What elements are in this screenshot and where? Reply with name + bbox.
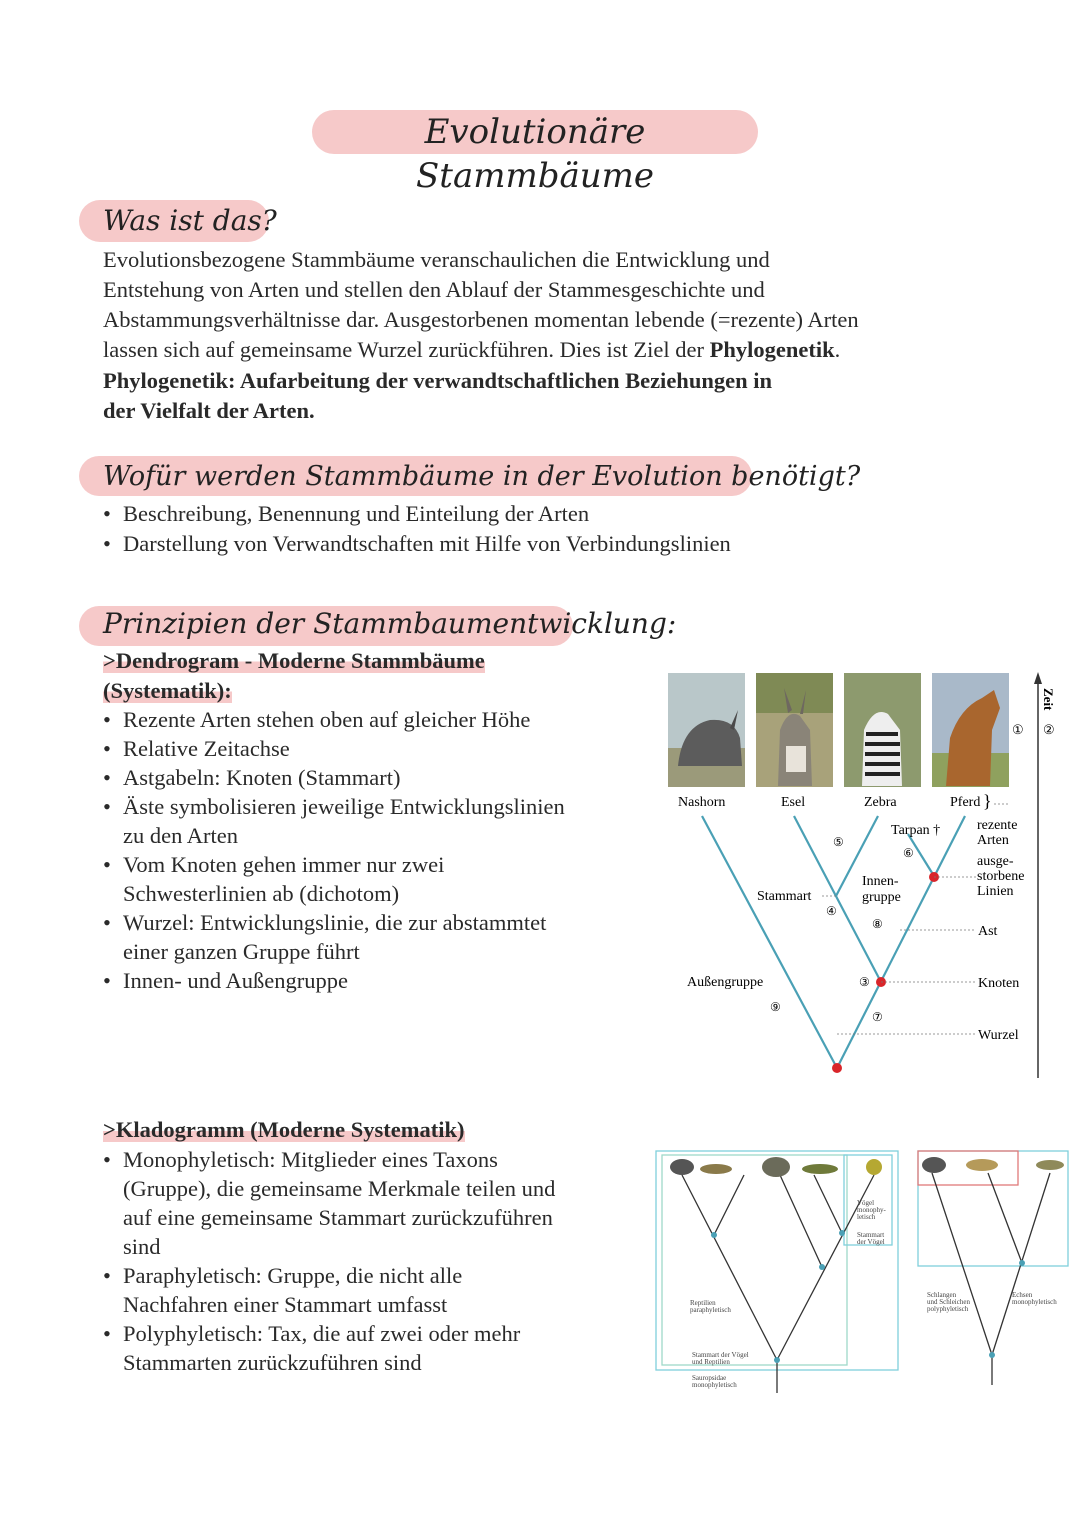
page-title: Evolutionäre Stammbäume	[416, 112, 654, 196]
number-label: ⑥	[903, 846, 914, 860]
rhino-image	[668, 673, 745, 787]
intro-paragraph	[103, 245, 983, 426]
aussengruppe-label: Außengruppe	[687, 975, 764, 990]
animal-icons	[670, 1157, 1064, 1177]
list-item: • Astgabeln: Knoten (Stammart)	[103, 763, 643, 792]
species-label: Nashorn	[678, 795, 726, 810]
number-label: ⑨	[770, 1000, 781, 1014]
intro-line: Evolutionsbezogene Stammbäume veranschaulichen die Entwicklung und	[103, 247, 770, 272]
heading-prinzipien: Prinzipien der Stammbaumentwicklung:	[103, 607, 677, 640]
knoten-label: Knoten	[978, 976, 1020, 991]
ast-label: Ast	[978, 924, 998, 939]
tarpan-label: Tarpan †	[891, 823, 941, 838]
species-label: Zebra	[864, 795, 897, 810]
heading-wofuer: Wofür werden Stammbäume in der Evolution benötigt?	[103, 461, 861, 492]
list-item: • Vom Knoten gehen immer nur zwei Schwesterlinien ab (dichotom)	[103, 850, 643, 908]
number-label: ②	[1043, 722, 1055, 737]
intro-line: Abstammungsverhältnisse dar. Ausgestorbenen momentan lebende (=rezente) Arten	[103, 307, 859, 332]
stammart-voegel-label: Stammart der Vögel	[857, 1231, 885, 1246]
voegel-label: Vögel monophy-letisch	[857, 1199, 886, 1221]
sauropsidae-label: Sauropsidae monophyletisch	[692, 1374, 737, 1389]
schlangen-label: Schlangen und Schleichen polyphyletisch	[927, 1291, 970, 1313]
echsen-label: Echsen monophyletisch	[1012, 1291, 1057, 1306]
list-item: • Innen- und Außengruppe	[103, 966, 643, 995]
stammart-label: Stammart	[757, 889, 812, 904]
intro-line: lassen sich auf gemeinsame Wurzel zurückführen. Dies ist Ziel der Phylogenetik.	[103, 337, 841, 362]
brace: }	[983, 791, 992, 811]
number-label: ⑤	[833, 835, 844, 849]
species-label: Esel	[781, 795, 806, 810]
list-item: • Monophyletisch: Mitglieder eines Taxons (Gruppe), die gemeinsame Merkmale teilen und auf eine gemeinsame Stammart zurückzuführen sind	[103, 1145, 643, 1261]
zebra-image	[844, 673, 921, 787]
dendrogram-list	[103, 705, 643, 995]
phylogenetik-term: Phylogenetik	[709, 337, 835, 362]
number-label: ③	[859, 975, 870, 989]
ausgestorbene-label: ausge-storbene Linien	[977, 854, 1025, 899]
innengruppe-label: Innen-gruppe	[862, 874, 901, 905]
list-item: • Paraphyletisch: Gruppe, die nicht alle Nachfahren einer Stammart umfasst	[103, 1261, 643, 1319]
donkey-image	[756, 673, 833, 787]
number-label: ⑦	[872, 1010, 883, 1024]
dendrogram-subheading: >Dendrogram - Moderne Stammbäume (Systematik):	[103, 648, 485, 703]
rezente-arten-label: rezente Arten	[977, 818, 1018, 848]
list-item: • Beschreibung, Benennung und Einteilung der Arten	[103, 499, 983, 529]
number-label: ①	[1012, 722, 1024, 737]
list-item: • Rezente Arten stehen oben auf gleicher Höhe	[103, 705, 643, 734]
horse-image	[932, 673, 1009, 787]
list-item: • Wurzel: Entwicklungslinie, die zur abstammtet einer ganzen Gruppe führt	[103, 908, 643, 966]
root-node	[832, 1063, 842, 1073]
list-item: • Polyphyletisch: Tax, die auf zwei oder mehr Stammarten zurückzuführen sind	[103, 1319, 643, 1377]
dendrogram-branches	[702, 816, 965, 1068]
dendrogram-figure	[660, 668, 1060, 1088]
kladogramm-list	[103, 1145, 643, 1377]
definition-line: Phylogenetik: Aufarbeitung der verwandtschaftlichen Beziehungen in	[103, 368, 772, 393]
definition-line: der Vielfalt der Arten.	[103, 398, 315, 423]
stammart-vr-label: Stammart der Vögel und Reptilien	[692, 1351, 749, 1366]
number-label: ④	[826, 904, 837, 918]
species-label: Pferd	[950, 795, 981, 810]
wurzel-label: Wurzel	[978, 1028, 1019, 1043]
list-item: • Darstellung von Verwandtschaften mit Hilfe von Verbindungslinien	[103, 529, 983, 559]
usage-list	[103, 499, 983, 559]
list-item: • Relative Zeitachse	[103, 734, 643, 763]
reptilien-label: Reptilien paraphyletisch	[690, 1299, 731, 1314]
heading-was-ist-das: Was ist das?	[103, 204, 277, 237]
intro-line: Entstehung von Arten und stellen den Ablauf der Stammesgeschichte und	[103, 277, 765, 302]
list-item: • Äste symbolisieren jeweilige Entwicklungslinien zu den Arten	[103, 792, 643, 850]
number-label: ⑧	[872, 917, 883, 931]
cladogram-figure	[652, 1145, 1072, 1395]
kladogramm-subheading: >Kladogramm (Moderne Systematik)	[103, 1117, 465, 1142]
time-axis-label: Zeit	[1041, 688, 1056, 711]
